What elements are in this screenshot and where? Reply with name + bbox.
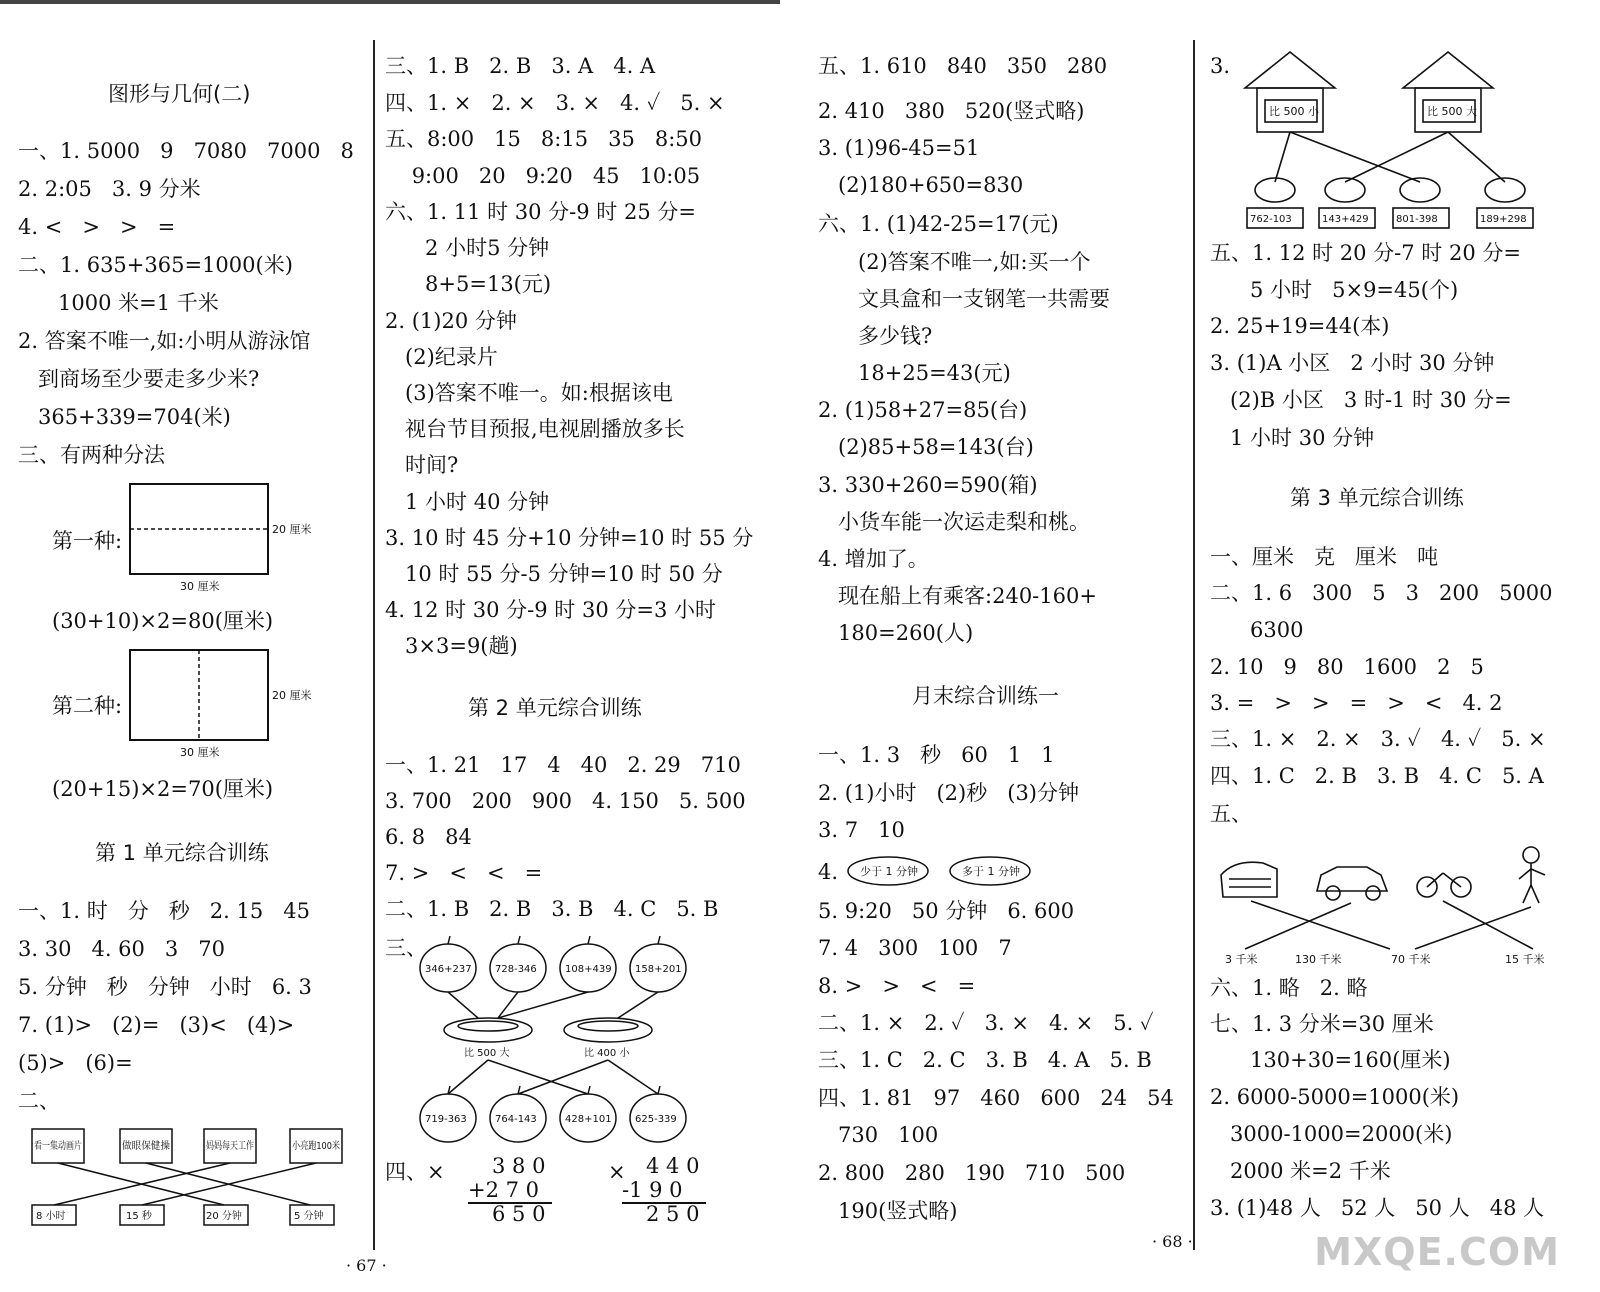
answer-line: (2)答案不唯一,如:买一个 <box>818 250 1091 274</box>
figure-label: 第二种: <box>52 694 123 718</box>
house-turtle-diagram <box>1235 48 1555 233</box>
answer-line: 7. (1)> (2)= (3)< (4)> <box>18 1013 295 1037</box>
answer-line: 3. (1)A 小区 2 小时 30 分钟 <box>1210 351 1495 375</box>
calc-row: 6 5 0 <box>492 1202 546 1226</box>
oval-labels <box>846 855 1046 889</box>
plate-label: 比 400 小 <box>584 1048 630 1059</box>
speed-label: 130 千米 <box>1295 953 1342 966</box>
answer-line: (20+15)×2=70(厘米) <box>52 777 274 801</box>
answer-line: 2. (1)58+27=85(台) <box>818 398 1028 422</box>
answer-line: 二、1. × 2. ✓ 3. × 4. × 5. ✓ <box>818 1011 1154 1035</box>
answer-line: 3. (1)96-45=51 <box>818 136 980 160</box>
calc-row: 4 4 0 <box>646 1154 700 1178</box>
speed-label: 70 千米 <box>1391 953 1431 966</box>
oval-label: 少于 1 分钟 <box>860 865 918 878</box>
answer-line: 二、1. B 2. B 3. B 4. C 5. B <box>385 897 719 921</box>
answer-line: 一、1. 时 分 秒 2. 15 45 <box>18 899 310 923</box>
answer-line: 四、1. × 2. × 3. × 4. ✓ 5. × <box>385 91 725 115</box>
apple-label: 346+237 <box>425 964 472 975</box>
section-title: 图形与几何(二) <box>108 82 251 106</box>
answer-line: 18+25=43(元) <box>818 361 1011 385</box>
answer-line: 4. 12 时 30 分-9 时 30 分=3 小时 <box>385 598 717 622</box>
match-top-label: 小亮跑100米 <box>292 1141 352 1152</box>
answer-line: 五、 <box>1210 802 1252 826</box>
answer-line: 小货车能一次运走梨和桃。 <box>818 510 1091 534</box>
answer-line: 1 小时 40 分钟 <box>385 490 550 514</box>
answer-line: 四、1. 81 97 460 600 24 54 <box>818 1086 1174 1110</box>
answer-line: 9:00 20 9:20 45 10:05 <box>385 164 701 188</box>
answer-line: 时间? <box>385 453 459 477</box>
answer-line: 180=260(人) <box>818 621 974 645</box>
answer-line: 四、1. C 2. B 3. B 4. C 5. A <box>1210 764 1544 788</box>
answer-line: 七、1. 3 分米=30 厘米 <box>1210 1012 1434 1036</box>
dimension-height: 20 厘米 <box>272 523 312 536</box>
match-bottom-label: 20 分钟 <box>206 1211 242 1222</box>
column-divider-2 <box>1193 40 1195 1250</box>
answer-line: 三、1. × 2. × 3. ✓ 4. ✓ 5. × <box>1210 727 1546 751</box>
section-title: 第 3 单元综合训练 <box>1290 486 1464 510</box>
answer-line: 2. 2:05 3. 9 分米 <box>18 177 201 201</box>
answer-line: 三、 <box>385 936 427 960</box>
answer-line: × <box>608 1160 626 1184</box>
answer-line: 5 小时 5×9=45(个) <box>1210 278 1459 302</box>
match-top-label: 妈妈每天工作 <box>206 1141 266 1152</box>
answer-line: 二、1. 635+365=1000(米) <box>18 253 293 277</box>
answer-line: 8+5=13(元) <box>385 272 552 296</box>
answer-line: 3. (1)48 人 52 人 50 人 48 人 <box>1210 1196 1545 1220</box>
answer-line: 130+30=160(厘米) <box>1210 1048 1451 1072</box>
match-bottom-label: 8 小时 <box>36 1211 66 1222</box>
turtle-label: 762-103 <box>1250 214 1292 225</box>
calc-row: 2 5 0 <box>646 1202 700 1226</box>
turtle-label: 189+298 <box>1480 214 1527 225</box>
oval-label: 多于 1 分钟 <box>962 865 1020 878</box>
answer-line: 一、厘米 克 厘米 吨 <box>1210 545 1439 569</box>
answer-line: 6300 <box>1210 618 1304 642</box>
turtle-label: 143+429 <box>1322 214 1369 225</box>
answer-line: (2)180+650=830 <box>818 173 1024 197</box>
answer-line: 到商场至少要走多少米? <box>18 367 260 391</box>
rectangle-figure-2 <box>128 648 338 760</box>
house-label: 比 500 大 <box>1427 105 1477 118</box>
vehicle-speed-diagram <box>1215 845 1565 975</box>
answer-line: (3)答案不唯一。如:根据该电 <box>385 381 673 405</box>
answer-line: 190(竖式略) <box>818 1199 958 1223</box>
answer-line: 7. 4 300 100 7 <box>818 936 1012 960</box>
answer-line: 1000 米=1 千米 <box>18 291 219 315</box>
answer-line: 一、1. 21 17 4 40 2. 29 710 <box>385 753 741 777</box>
answer-line: 2. 10 9 80 1600 2 5 <box>1210 655 1484 679</box>
calc-row: 3 8 0 <box>492 1154 546 1178</box>
answer-line: (2)85+58=143(台) <box>818 435 1034 459</box>
apple-label: 158+201 <box>635 964 682 975</box>
answer-line: 6. 8 84 <box>385 825 472 849</box>
answer-line: 3000-1000=2000(米) <box>1210 1122 1453 1146</box>
answer-line: 4. < > > = <box>18 215 176 239</box>
watermark-logo: MXQE.COM <box>1314 1230 1560 1274</box>
match-top-label: 看一集动画片 <box>34 1141 94 1152</box>
answer-line: 3. 700 200 900 4. 150 5. 500 <box>385 789 746 813</box>
answer-line: 2. (1)20 分钟 <box>385 309 517 333</box>
answer-line: 4. 增加了。 <box>818 547 929 571</box>
answer-line: 5. 9:20 50 分钟 6. 600 <box>818 899 1075 923</box>
answer-line: 2. (1)小时 (2)秒 (3)分钟 <box>818 781 1080 805</box>
answer-line: 三、有两种分法 <box>18 443 165 467</box>
answer-line: 3. 7 10 <box>818 818 905 842</box>
answer-line: 10 时 55 分-5 分钟=10 时 50 分 <box>385 562 723 586</box>
top-rule <box>0 0 780 4</box>
section-title: 月末综合训练一 <box>912 684 1059 708</box>
section-title: 第 2 单元综合训练 <box>468 696 642 720</box>
apple-label: 108+439 <box>565 964 612 975</box>
answer-line: (2)纪录片 <box>385 345 498 369</box>
answer-line: 3. = > > = > < 4. 2 <box>1210 691 1503 715</box>
answer-line: 4. <box>818 860 839 884</box>
answer-line: 现在船上有乘客:240-160+ <box>818 584 1097 608</box>
answer-line: 5. 分钟 秒 分钟 小时 6. 3 <box>18 975 312 999</box>
match-bottom-label: 15 秒 <box>126 1211 152 1222</box>
apple-label: 428+101 <box>565 1114 612 1125</box>
answer-line: 1 小时 30 分钟 <box>1210 426 1375 450</box>
answer-line: 3. 30 4. 60 3 70 <box>18 937 226 961</box>
answer-line: 六、1. (1)42-25=17(元) <box>818 212 1059 236</box>
apple-label: 764-143 <box>495 1114 537 1125</box>
answer-line: 3. 330+260=590(箱) <box>818 473 1038 497</box>
rectangle-figure-1 <box>128 482 338 594</box>
answer-line: 五、1. 12 时 20 分-7 时 20 分= <box>1210 241 1521 265</box>
answer-line: 2. 25+19=44(本) <box>1210 314 1390 338</box>
apple-label: 719-363 <box>425 1114 467 1125</box>
answer-line: 二、1. 6 300 5 3 200 5000 <box>1210 581 1553 605</box>
answer-line: 365+339=704(米) <box>18 405 231 429</box>
apple-matching-diagram <box>418 930 718 1145</box>
answer-line: 3×3=9(趟) <box>385 634 518 658</box>
answer-line: (30+10)×2=80(厘米) <box>52 609 274 633</box>
match-bottom-label: 5 分钟 <box>294 1211 324 1222</box>
answer-line: 2. 410 380 520(竖式略) <box>818 99 1085 123</box>
answer-line: 2. 800 280 190 710 500 <box>818 1161 1126 1185</box>
answer-line: 六、1. 11 时 30 分-9 时 25 分= <box>385 200 696 224</box>
page-number-right: · 68 · <box>1152 1232 1193 1251</box>
speed-label: 3 千米 <box>1225 953 1258 966</box>
answer-line: 7. > < < = <box>385 861 543 885</box>
answer-line: (2)B 小区 3 时-1 时 30 分= <box>1210 388 1512 412</box>
answer-line: 视台节目预报,电视剧播放多长 <box>385 417 685 441</box>
answer-line: 一、1. 5000 9 7080 7000 8 <box>18 139 354 163</box>
answer-line: 3. <box>1210 54 1231 78</box>
dimension-width: 30 厘米 <box>180 746 220 759</box>
answer-line: 三、1. B 2. B 3. A 4. A <box>385 54 656 78</box>
answer-line: 文具盒和一支钢笔一共需要 <box>818 287 1111 311</box>
speed-label: 15 千米 <box>1505 953 1545 966</box>
answer-line: 四、× <box>385 1160 445 1184</box>
answer-line: 一、1. 3 秒 60 1 1 <box>818 743 1055 767</box>
apple-label: 728-346 <box>495 964 537 975</box>
answer-line: 3. 10 时 45 分+10 分钟=10 时 55 分 <box>385 526 754 550</box>
answer-line: 五、8:00 15 8:15 35 8:50 <box>385 127 703 151</box>
answer-line: 六、1. 略 2. 略 <box>1210 976 1368 1000</box>
figure-label: 第一种: <box>52 529 123 553</box>
answer-line: 多少钱? <box>818 324 933 348</box>
column-divider-1 <box>373 40 375 1250</box>
calc-row: -1 9 0 <box>622 1178 683 1202</box>
answer-line: 2. 答案不唯一,如:小明从游泳馆 <box>18 329 311 353</box>
calc-row: +2 7 0 <box>468 1178 540 1202</box>
dimension-height: 20 厘米 <box>272 689 312 702</box>
answer-line: 2000 米=2 千米 <box>1210 1159 1391 1183</box>
page-number-left: · 67 · <box>346 1256 387 1275</box>
matching-diagram-1 <box>24 1125 354 1230</box>
answer-line: (5)> (6)= <box>18 1051 133 1075</box>
house-label: 比 500 小 <box>1269 105 1319 118</box>
answer-line: 三、1. C 2. C 3. B 4. A 5. B <box>818 1048 1152 1072</box>
answer-line: 2. 6000-5000=1000(米) <box>1210 1085 1460 1109</box>
match-top-label: 做眼保健操 <box>122 1141 172 1152</box>
section-title: 第 1 单元综合训练 <box>95 841 269 865</box>
answer-line: 8. > > < = <box>818 974 976 998</box>
turtle-label: 801-398 <box>1396 214 1438 225</box>
answer-line: 五、1. 610 840 350 280 <box>818 54 1108 78</box>
answer-line: 二、 <box>18 1089 60 1113</box>
plate-label: 比 500 大 <box>464 1048 510 1059</box>
dimension-width: 30 厘米 <box>180 580 220 593</box>
apple-label: 625-339 <box>635 1114 677 1125</box>
answer-line: 730 100 <box>818 1123 939 1147</box>
answer-line: 2 小时5 分钟 <box>385 236 550 260</box>
